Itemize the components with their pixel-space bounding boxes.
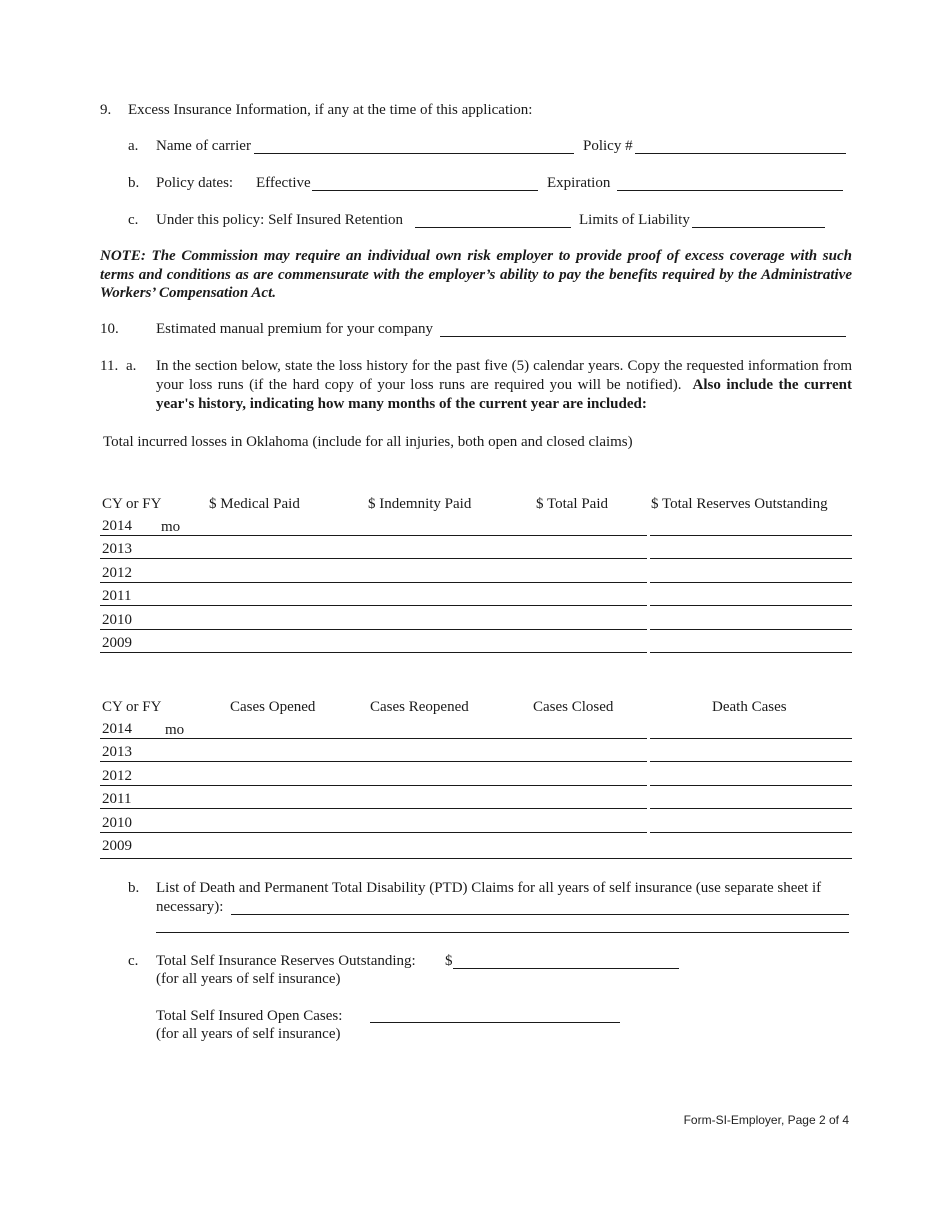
- q11b-marker: b.: [128, 880, 140, 896]
- open-cases-field[interactable]: [370, 1008, 620, 1023]
- dollar-sign: $: [445, 953, 453, 969]
- t2-row-line[interactable]: [100, 738, 647, 739]
- q11a-text: In the section below, state the loss history for the past five (5) calendar years. Copy the requested information from your loss runs (if the hard copy of your loss runs are required you will be notified).: [156, 358, 852, 393]
- t1-header-indemnity: $ Indemnity Paid: [368, 496, 472, 512]
- q11b-text: List of Death and Permanent Total Disability (PTD) Claims for all years of self insurance (use separate sheet if: [156, 880, 822, 896]
- carrier-label: Name of carrier: [156, 138, 251, 154]
- policy-dates-label: Policy dates:: [156, 175, 234, 191]
- t1-row-line[interactable]: [650, 582, 852, 583]
- t1-row-line[interactable]: [650, 535, 852, 536]
- t1-header-medical: $ Medical Paid: [209, 496, 300, 512]
- t1-row-line[interactable]: [650, 605, 852, 606]
- t2-header-death: Death Cases: [712, 699, 787, 715]
- commission-note: NOTE: The Commission may require an individual own risk employer to provide proof of excess coverage with such terms and conditions as are commensurate with the employer’s ability to pay the benefits required by the Administrative Workers’ Compensation Act.: [100, 248, 852, 301]
- open-cases-sublabel: (for all years of self insurance): [156, 1026, 341, 1042]
- premium-field[interactable]: [440, 322, 846, 337]
- q11a-marker: a.: [126, 358, 137, 374]
- t2-row-line[interactable]: [100, 808, 647, 809]
- t1-row-line[interactable]: [650, 652, 852, 653]
- t1-row-line[interactable]: [650, 558, 852, 559]
- expiration-date-field[interactable]: [617, 176, 843, 191]
- t2-row-line[interactable]: [650, 832, 852, 833]
- q11b-text-continued: necessary):: [156, 899, 224, 915]
- t2-header-opened: Cases Opened: [230, 699, 316, 715]
- t2-year: 2011: [102, 791, 132, 807]
- q9c-marker: c.: [128, 212, 139, 228]
- t2-mo-label: mo: [165, 722, 185, 738]
- t2-year: 2009: [102, 838, 132, 854]
- t1-row-line[interactable]: [100, 629, 647, 630]
- reserves-sublabel: (for all years of self insurance): [156, 971, 341, 987]
- t1-header-reserves: $ Total Reserves Outstanding: [651, 496, 828, 512]
- t1-year: 2014: [102, 518, 132, 534]
- reserves-field[interactable]: [453, 954, 679, 969]
- t1-row-line[interactable]: [100, 652, 647, 653]
- t2-row-line[interactable]: [650, 785, 852, 786]
- ptd-claims-field-line1[interactable]: [231, 900, 849, 915]
- limits-label: Limits of Liability: [579, 212, 690, 228]
- t2-year: 2010: [102, 815, 132, 831]
- t1-year: 2013: [102, 541, 132, 557]
- q10-text: Estimated manual premium for your company: [156, 321, 434, 337]
- t1-row-line[interactable]: [100, 582, 647, 583]
- retention-label: Under this policy: Self Insured Retention: [156, 212, 404, 228]
- q9-text: Excess Insurance Information, if any at the time of this application:: [128, 102, 533, 118]
- q10-number: 10.: [100, 321, 119, 337]
- t2-header-reopened: Cases Reopened: [370, 699, 469, 715]
- t2-row-line[interactable]: [650, 738, 852, 739]
- carrier-name-field[interactable]: [254, 139, 574, 154]
- q9-number: 9.: [100, 102, 112, 118]
- t2-row-line[interactable]: [100, 858, 852, 859]
- t2-year: 2012: [102, 768, 132, 784]
- expiration-label: Expiration: [547, 175, 611, 191]
- effective-date-field[interactable]: [312, 176, 538, 191]
- t1-header-total: $ Total Paid: [536, 496, 609, 512]
- policy-number-field[interactable]: [635, 139, 846, 154]
- t1-row-line[interactable]: [650, 629, 852, 630]
- page-footer: Form-SI-Employer, Page 2 of 4: [683, 1113, 849, 1127]
- t1-year: 2012: [102, 565, 132, 581]
- t2-header-closed: Cases Closed: [533, 699, 614, 715]
- t1-mo-label: mo: [161, 519, 181, 535]
- t1-year: 2011: [102, 588, 132, 604]
- open-cases-label: Total Self Insured Open Cases:: [156, 1008, 343, 1024]
- t2-row-line[interactable]: [100, 761, 647, 762]
- t2-year: 2013: [102, 744, 132, 760]
- t1-header-cy: CY or FY: [102, 496, 162, 512]
- limits-field[interactable]: [692, 213, 825, 228]
- t1-row-line[interactable]: [100, 535, 647, 536]
- t2-year: 2014: [102, 721, 132, 737]
- t1-year: 2009: [102, 635, 132, 651]
- t1-row-line[interactable]: [100, 558, 647, 559]
- total-incurred-text: Total incurred losses in Oklahoma (include for all injuries, both open and closed claims): [103, 434, 633, 450]
- retention-field[interactable]: [415, 213, 571, 228]
- t1-year: 2010: [102, 612, 132, 628]
- q11-number: 11.: [100, 358, 119, 374]
- t2-row-line[interactable]: [650, 808, 852, 809]
- q11a-bold-text: Also include the current year's history, indicating how many months of the current year are included:: [156, 377, 852, 412]
- q11c-marker: c.: [128, 953, 139, 969]
- t2-row-line[interactable]: [650, 761, 852, 762]
- ptd-claims-field-line2[interactable]: [156, 918, 849, 933]
- policy-number-label: Policy #: [583, 138, 633, 154]
- effective-label: Effective: [256, 175, 311, 191]
- t2-header-cy: CY or FY: [102, 699, 162, 715]
- reserves-label: Total Self Insurance Reserves Outstanding:: [156, 953, 416, 969]
- t1-row-line[interactable]: [100, 605, 647, 606]
- q9a-marker: a.: [128, 138, 139, 154]
- t2-row-line[interactable]: [100, 832, 647, 833]
- q11a-instructions: [156, 357, 852, 414]
- t2-row-line[interactable]: [100, 785, 647, 786]
- q9b-marker: b.: [128, 175, 140, 191]
